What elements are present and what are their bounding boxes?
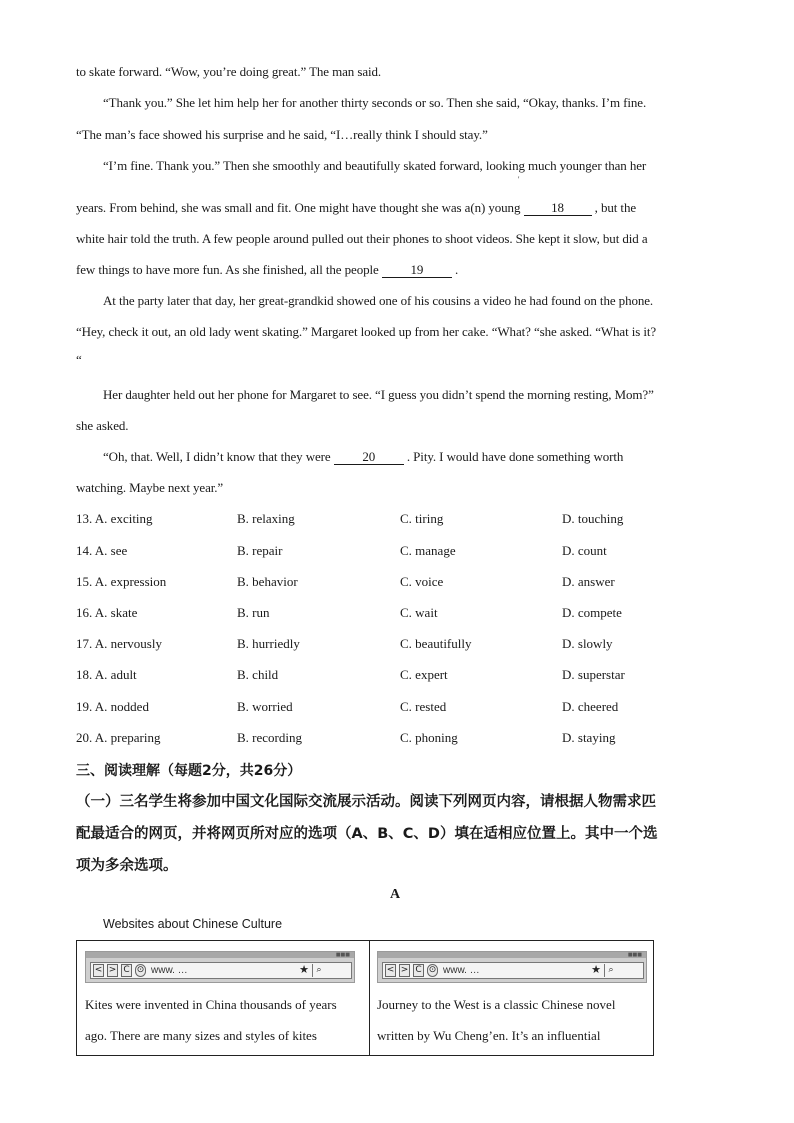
- url-text[interactable]: www. …: [443, 965, 480, 976]
- story-line-1: to skate forward. “Wow, you’re doing great.” The man said.: [76, 64, 382, 79]
- story-line-8: At the party later that day, her great-grandkid showed one of his cousins a video he had found on the phone.: [103, 293, 654, 308]
- url-text[interactable]: www. …: [151, 965, 188, 976]
- websites-table: [76, 940, 654, 1056]
- option-b[interactable]: B. relaxing: [237, 511, 295, 526]
- browser-bar-left: [85, 951, 355, 983]
- option-a[interactable]: 16. A. skate: [76, 605, 138, 620]
- forward-icon[interactable]: >: [400, 965, 409, 975]
- option-a[interactable]: 18. A. adult: [76, 667, 137, 682]
- section-title: 三、阅读理解（每题2分，共26分）: [76, 763, 302, 779]
- window-controls-icon: ■■■: [627, 952, 642, 958]
- browser-titlebar: [86, 952, 354, 958]
- option-d[interactable]: D. answer: [562, 574, 615, 589]
- reload-icon[interactable]: C: [121, 964, 132, 977]
- option-d[interactable]: D. slowly: [562, 636, 613, 651]
- story-line-13-end: . Pity. I would have done something worth: [406, 449, 624, 464]
- search-icon[interactable]: ⌕: [312, 964, 325, 977]
- options-row-16: [76, 605, 716, 621]
- story-line-10: “: [76, 352, 82, 367]
- options-row-13: [76, 511, 716, 527]
- option-d[interactable]: D. staying: [562, 730, 616, 745]
- story-line-13: [103, 449, 623, 465]
- option-b[interactable]: B. run: [237, 605, 270, 620]
- story-line-11: Her daughter held out her phone for Margaret to see. “I guess you didn’t spend the morning resting, Mom?”: [103, 387, 654, 402]
- option-c[interactable]: C. phoning: [400, 730, 458, 745]
- left-cell-text: [85, 989, 370, 1051]
- option-d[interactable]: D. touching: [562, 511, 624, 526]
- story-line-5-end: , but the: [594, 200, 637, 215]
- option-c[interactable]: C. wait: [400, 605, 438, 620]
- instructions-line-1: （一）三名学生将参加中国文化国际交流展示活动。阅读下列网页内容，请根据人物需求匹: [76, 794, 656, 810]
- story-line-14: watching. Maybe next year.”: [76, 480, 224, 495]
- reading-instructions: [76, 786, 721, 882]
- story-line-7-end: .: [455, 262, 459, 277]
- websites-caption: Websites about Chinese Culture: [103, 917, 283, 931]
- blank-18[interactable]: 18: [524, 201, 592, 216]
- story-line-5: [76, 200, 636, 216]
- option-b[interactable]: B. worried: [237, 699, 293, 714]
- story-line-7: [76, 262, 458, 278]
- globe-icon: ⊙: [428, 965, 437, 975]
- story-line-7-start: few things to have more fun. As she finished, all the people: [76, 262, 379, 277]
- story-line-3: “The man’s face showed his surprise and he said, “I…really think I should stay.”: [76, 127, 488, 142]
- star-icon[interactable]: ★: [299, 963, 309, 976]
- option-b[interactable]: B. hurriedly: [237, 636, 300, 651]
- option-a[interactable]: 13. A. exciting: [76, 511, 153, 526]
- options-row-19: [76, 699, 716, 715]
- options-row-14: [76, 543, 716, 559]
- option-d[interactable]: D. count: [562, 543, 607, 558]
- left-cell-line-2: ago. There are many sizes and styles of kites: [85, 1028, 317, 1043]
- option-c[interactable]: C. tiring: [400, 511, 444, 526]
- right-cell-text: [377, 989, 662, 1051]
- passage-letter: A: [390, 887, 401, 902]
- story-line-5-start: years. From behind, she was small and fit. One might have thought she was a(n) young: [76, 200, 521, 215]
- option-d[interactable]: D. superstar: [562, 667, 625, 682]
- option-d[interactable]: D. cheered: [562, 699, 619, 714]
- option-a[interactable]: 17. A. nervously: [76, 636, 162, 651]
- option-a[interactable]: 14. A. see: [76, 543, 128, 558]
- address-bar: [90, 962, 352, 979]
- search-icon[interactable]: ⌕: [604, 964, 617, 977]
- window-controls-icon: ■■■: [335, 952, 350, 958]
- browser-bar-right: [377, 951, 647, 983]
- options-row-20: [76, 730, 716, 746]
- story-line-12: she asked.: [76, 418, 129, 433]
- story-line-13-start: “Oh, that. Well, I didn’t know that they were: [103, 449, 331, 464]
- globe-icon: ⊙: [136, 965, 145, 975]
- option-c[interactable]: C. manage: [400, 543, 456, 558]
- blank-19[interactable]: 19: [382, 263, 452, 278]
- story-line-6: white hair told the truth. A few people around pulled out their phones to shoot videos. She kept it slow, but did a: [76, 231, 648, 246]
- options-row-17: [76, 636, 716, 652]
- instructions-line-3: 项为多余选项。: [76, 858, 178, 874]
- option-c[interactable]: C. beautifully: [400, 636, 472, 651]
- instructions-line-2: 配最适合的网页，并将网页所对应的选项（A、B、C、D）填在适相应位置上。其中一个选: [76, 826, 658, 842]
- story-line-4: “I’m fine. Thank you.” Then she smoothly and beautifully skated forward, looking much younger than her: [103, 158, 647, 173]
- options-row-15: [76, 574, 716, 590]
- left-cell-line-1: Kites were invented in China thousands of years: [85, 997, 337, 1012]
- blank-20[interactable]: 20: [334, 450, 404, 465]
- option-b[interactable]: B. recording: [237, 730, 302, 745]
- option-a[interactable]: 19. A. nodded: [76, 699, 149, 714]
- address-bar: [382, 962, 644, 979]
- option-b[interactable]: B. repair: [237, 543, 283, 558]
- option-d[interactable]: D. compete: [562, 605, 622, 620]
- option-b[interactable]: B. child: [237, 667, 279, 682]
- right-cell-line-1: Journey to the West is a classic Chinese novel: [377, 997, 616, 1012]
- stray-mark: ': [518, 175, 520, 184]
- story-line-9: “Hey, check it out, an old lady went skating.” Margaret looked up from her cake. “What? “she asked. “What is it?: [76, 324, 657, 339]
- options-row-18: [76, 667, 716, 683]
- option-b[interactable]: B. behavior: [237, 574, 298, 589]
- back-icon[interactable]: <: [94, 965, 103, 975]
- reload-icon[interactable]: C: [413, 964, 424, 977]
- story-line-2: “Thank you.” She let him help her for another thirty seconds or so. Then she said, “Okay, thanks. I’m fine.: [103, 95, 647, 110]
- option-a[interactable]: 20. A. preparing: [76, 730, 161, 745]
- option-c[interactable]: C. voice: [400, 574, 444, 589]
- option-c[interactable]: C. rested: [400, 699, 447, 714]
- back-icon[interactable]: <: [386, 965, 395, 975]
- forward-icon[interactable]: >: [108, 965, 117, 975]
- right-cell-line-2: written by Wu Cheng’en. It’s an influential: [377, 1028, 601, 1043]
- option-c[interactable]: C. expert: [400, 667, 448, 682]
- option-a[interactable]: 15. A. expression: [76, 574, 167, 589]
- browser-titlebar: [378, 952, 646, 958]
- star-icon[interactable]: ★: [591, 963, 601, 976]
